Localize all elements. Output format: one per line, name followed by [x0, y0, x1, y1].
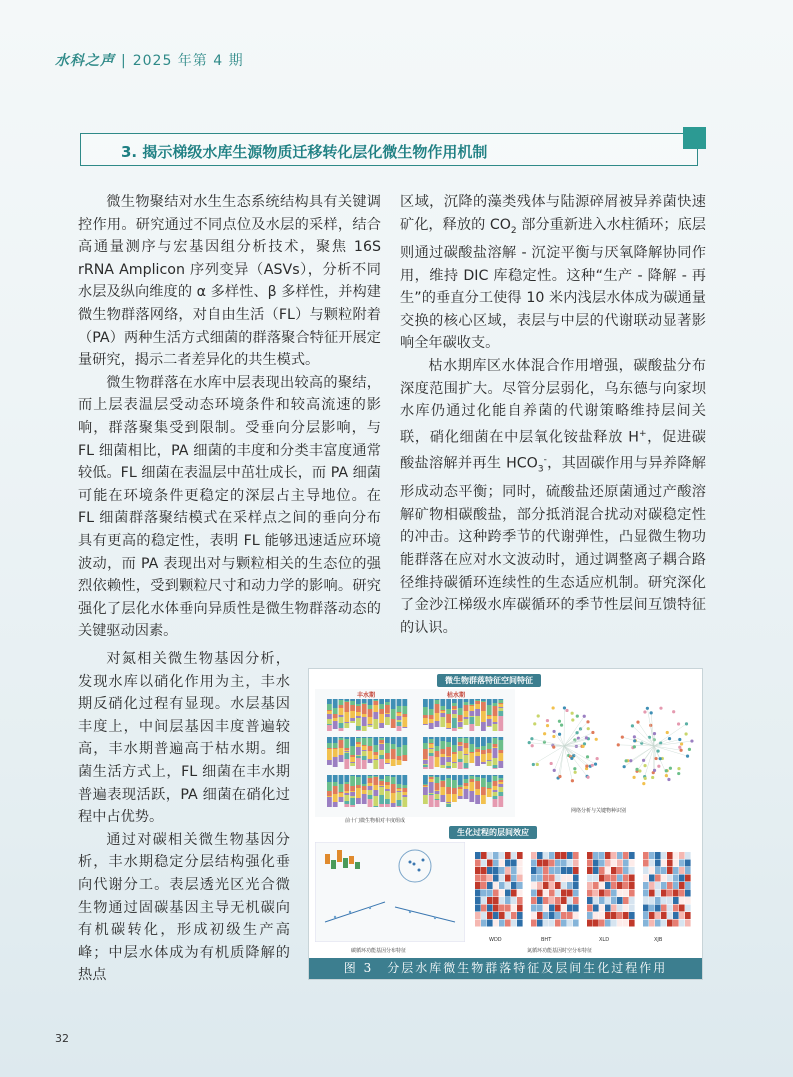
issue-label: 2025 年第 4 期 — [132, 53, 244, 69]
paragraph: 枯水期库区水体混合作用增强，碳酸盐分布深度范围扩大。尽管分层弱化，乌东德与向家坝水库仍通过化能自养菌的代谢策略维持层间关联，硝化细菌在中层氧化铵盐释放 H+，促进碳酸盐溶解并再生 $HCO_3^-$，其固碳作用与异养降解形成动态平衡；同时，硫酸盐还原菌通过产酸溶解矿物相碳酸盐，部分抵消混合扰动对碳稳定性的冲击。这种跨季节的代谢弹性，凸显微生物功能群落在应对水文波动时，通过调整离子耦合路径维持碳循环连续性的生态适应机制。研究深化了金沙江梯级水库碳循环的季节性层间互馈特征的认识。 — [400, 357, 706, 636]
paragraph: 区域，沉降的藻类残体与陆源碎屑被异养菌快速矿化，释放的 $CO_2$ 部分重新进入水柱循环；底层则通过碳酸盐溶解 - 沉淀平衡与厌氧降解协同作用，维持 DIC 库稳定性。这种“生产 - 降解 - 再生”的垂直分工使得 10 米内浅层水体成为碳通量交换的核心区域，表层与中层的代谢联动显著影响全年碳收支。 — [400, 194, 706, 352]
network-label: 网络分析与关键物种识别 — [571, 808, 627, 814]
dam-label: XJB — [654, 937, 663, 943]
paragraph: 微生物聚结对水生生态系统结构具有关键调控作用。研究通过不同点位及水层的采样，结合高通量测序与宏基因组分析技术，聚焦 16S rRNA Amplicon 序列变异（ASVs），分析不同水层及纵向维度的 α 多样性、β 多样性，并构建微生物群落网络，对自由生活（FL）与颗粒附着（PA）两种生活方式细菌的群落聚合特征开展定量研究，揭示二者差异化的共生模式。 — [78, 194, 381, 369]
network-graphs — [519, 691, 699, 806]
running-header — [55, 50, 244, 70]
figure-caption: 图 3 分层水库微生物群落特征及层间生化过程作用 — [309, 958, 702, 979]
carbon-label: 碳循环功能基因分布特征 — [351, 948, 407, 954]
figure-panel-title-2: 生化过程的层间效应 — [449, 826, 537, 839]
nitrogen-label: 氮循环功能基因时空分布特征 — [527, 948, 593, 954]
section-title: 3. 揭示梯级水库生源物质迁移转化层化微生物作用机制 — [121, 143, 488, 161]
season-label-wet: 丰水期 — [357, 692, 376, 699]
community-composition-bars — [315, 689, 515, 817]
dam-label: XLD — [599, 937, 610, 943]
section-heading-box — [80, 133, 698, 166]
figure-3 — [308, 668, 703, 980]
dam-label: WDD — [489, 937, 502, 943]
paragraph: 微生物群落在水库中层表现出较高的聚结，而上层表温层受动态环境条件和较高流速的影响，群落聚集受到限制。受垂向分层影响，与 FL 细菌相比，PA 细菌的丰度和分类丰富度通常较低。FL 细菌在表温层中茁壮成长，而 PA 细菌可能在环境条件更稳定的深层占主导地位。在 FL 细菌群落聚结模式在采样点之间的垂向分布具有更高的稳定性，表明 FL 能够迅速适应环境波动，而 PA 表现出对与颗粒相关的生态位的强烈依赖性，受到颗粒尺寸和动力学的影响。研究强化了层化水体垂向异质性是微生物群落动态的关键驱动因素。 — [78, 374, 381, 640]
magazine-name: 水科之声 — [55, 53, 115, 69]
right-column — [400, 191, 706, 639]
community-label: 前十门微生物相对丰度组成 — [345, 818, 406, 824]
paragraph: 通过对碳相关微生物基因分析，丰水期稳定分层结构强化垂向代谢分工。表层透光区光合微生物通过固碳基因主导无机碳向有机碳转化，形成初级生产高峰；中层水体成为有机质降解的热点 — [78, 831, 290, 984]
paragraph: 对氮相关微生物基因分析，发现水库以硝化作用为主，丰水期反硝化过程有显现。水层基因丰度上，中间层基因丰度普遍较高，丰水期普遍高于枯水期。细菌生活方式上，FL 细菌在丰水期普遍表现活跃，PA 细菌在硝化过程中占优势。 — [78, 651, 290, 826]
figure-panel-title-1: 微生物群落特征空间特征 — [437, 674, 541, 687]
left-column-narrow — [78, 648, 290, 987]
left-column — [78, 191, 381, 643]
heading-corner-decoration — [683, 127, 706, 149]
page-number: 32 — [55, 1032, 69, 1045]
dam-label: BHT — [541, 937, 552, 943]
carbon-gene-plots — [315, 842, 465, 942]
season-label-dry: 枯水期 — [447, 692, 466, 699]
header-separator: | — [121, 53, 127, 69]
nitrogen-heatmaps — [471, 846, 697, 936]
